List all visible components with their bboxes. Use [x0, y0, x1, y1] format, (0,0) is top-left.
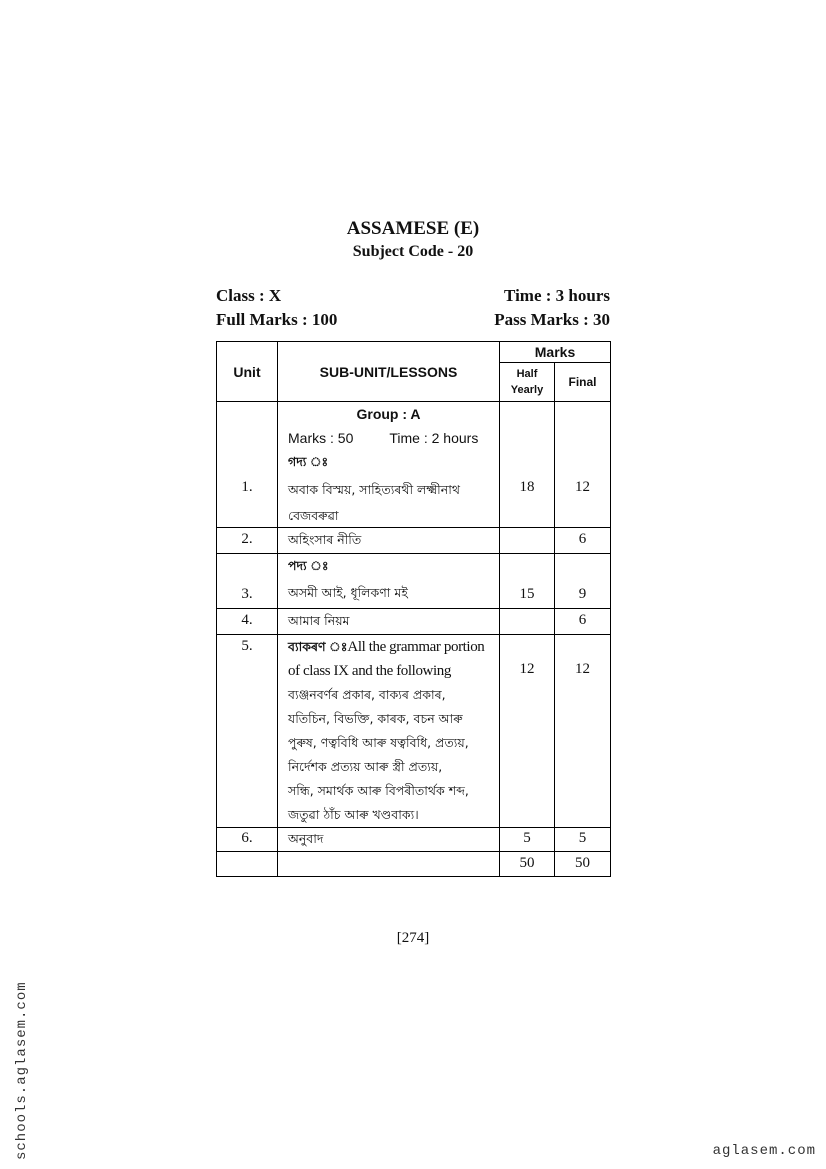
full-marks-label: Full Marks : 100 [216, 310, 338, 329]
unit-cell: 4. [217, 609, 278, 635]
unit-cell: 3. [217, 554, 278, 609]
lesson-cell: ব্যাকৰণ ঃAll the grammar portion of class IX and the following ব্যঞ্জনবর্ণৰ প্ৰকাৰ, বাক্যৰ প্ৰকাৰ, যতিচিন, বিভক্তি, কাৰক, বচন আৰু পুৰুষ, ণত্ববিধি আৰু ষত্ববিধি, প্ৰত্যয়, নিৰ্দেশক প্ৰত্যয় আৰু স্ত্ৰী প্ৰত্যয়, সন্ধি, সমাৰ্থক আৰু বিপৰীতাৰ্থক শব্দ, জতুৱা ঠাঁচ আৰু খণ্ডবাক্য। [278, 635, 500, 828]
lesson-cell: অহিংসাৰ নীতি [278, 528, 500, 554]
header-sub-unit: SUB-UNIT/LESSONS [278, 342, 500, 402]
syllabus-table [216, 341, 611, 877]
table-row [217, 609, 611, 635]
final-cell: 5 [555, 828, 611, 852]
unit-cell: 2. [217, 528, 278, 554]
group-title: Group : A [356, 406, 421, 422]
half-yearly-cell [500, 528, 555, 554]
final-cell: 6 [555, 609, 611, 635]
poetry-heading: পদ্য ঃ [288, 558, 329, 573]
header-half-yearly: Half Yearly [500, 363, 555, 402]
time-label: Time : 3 hours [504, 286, 610, 305]
table-row [217, 828, 611, 852]
prose-heading: গদ্য ঃ [288, 454, 329, 469]
unit-cell: 5. [217, 635, 278, 828]
final-cell: 6 [555, 528, 611, 554]
header-marks: Marks [500, 342, 611, 363]
page-number: [274] [396, 930, 430, 946]
group-marks-time: Marks : 50 Time : 2 hours [288, 430, 479, 446]
table-row [217, 554, 611, 609]
lesson-cell: অনুবাদ [278, 828, 500, 852]
grammar-label: ব্যাকৰণ ঃ [288, 639, 348, 654]
half-yearly-cell: 18 [500, 402, 555, 528]
lesson-cell: পদ্য ঃ অসমী আই, ধূলিকণা মই [278, 554, 500, 609]
class-label: Class : X [216, 286, 282, 305]
unit-cell: 6. [217, 828, 278, 852]
page-title: ASSAMESE (E) [346, 218, 480, 239]
header-final: Final [555, 363, 611, 402]
final-cell: 9 [555, 554, 611, 609]
subject-code: Subject Code - 20 [352, 243, 474, 260]
total-final: 50 [555, 852, 611, 877]
side-watermark: schools.aglasem.com [14, 981, 30, 1160]
table-row [217, 528, 611, 554]
final-cell: 12 [555, 402, 611, 528]
table-row [217, 402, 611, 528]
lesson-cell: আমাৰ নিয়ম [278, 609, 500, 635]
total-half-yearly: 50 [500, 852, 555, 877]
table-row [217, 635, 611, 828]
unit-cell: 1. [217, 402, 278, 528]
half-yearly-cell: 12 [500, 635, 555, 828]
half-yearly-cell [500, 609, 555, 635]
half-yearly-cell: 5 [500, 828, 555, 852]
header-unit: Unit [217, 342, 278, 402]
final-cell: 12 [555, 635, 611, 828]
half-yearly-cell: 15 [500, 554, 555, 609]
lesson-cell [278, 852, 500, 877]
corner-watermark: aglasem.com [712, 1143, 816, 1159]
total-row [217, 852, 611, 877]
unit-cell [217, 852, 278, 877]
lesson-cell: Group : A Marks : 50 Time : 2 hours গদ্য ঃ অবাক বিস্ময়, সাহিত্যৰথী লক্ষ্মীনাথ বেজবৰুৱা [278, 402, 500, 528]
pass-marks-label: Pass Marks : 30 [494, 310, 610, 329]
